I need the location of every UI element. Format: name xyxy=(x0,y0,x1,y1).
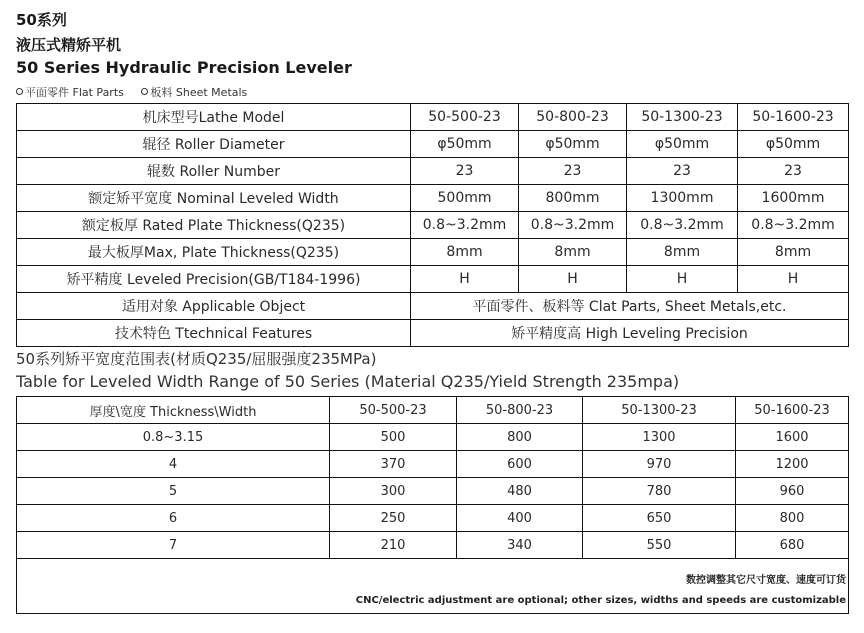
range-cell: 5 xyxy=(17,478,330,505)
tag-flat-parts xyxy=(16,86,124,99)
range-cell: 500 xyxy=(330,424,457,451)
range-cell: 960 xyxy=(736,478,849,505)
spec-row xyxy=(17,239,849,266)
series-label: 50系列 xyxy=(16,11,67,29)
range-header-cell: 50-800-23 xyxy=(457,397,583,424)
range-cell: 680 xyxy=(736,532,849,559)
spec-table xyxy=(16,103,849,347)
spec-row-label: 适用对象 Applicable Object xyxy=(17,293,411,320)
range-row xyxy=(17,478,849,505)
range-cell: 800 xyxy=(457,424,583,451)
spec-merged-cell: 矫平精度高 High Leveling Precision xyxy=(411,320,849,347)
spec-header-cell: 机床型号Lathe Model xyxy=(17,104,411,131)
spec-row-applicable xyxy=(17,293,849,320)
spec-cell: φ50mm xyxy=(519,131,627,158)
spec-row xyxy=(17,266,849,293)
spec-cell: H xyxy=(738,266,849,293)
spec-cell: H xyxy=(627,266,738,293)
bullet-icon xyxy=(141,88,148,95)
spec-cell: 8mm xyxy=(627,239,738,266)
spec-row-label: 额定板厚 Rated Plate Thickness(Q235) xyxy=(17,212,411,239)
spec-cell: φ50mm xyxy=(411,131,519,158)
spec-cell: 0.8~3.2mm xyxy=(411,212,519,239)
tag-label: 平面零件 Flat Parts xyxy=(25,86,124,99)
spec-cell: 0.8~3.2mm xyxy=(519,212,627,239)
spec-cell: 23 xyxy=(411,158,519,185)
range-header-cell: 50-1600-23 xyxy=(736,397,849,424)
range-cell: 7 xyxy=(17,532,330,559)
range-cell: 0.8~3.15 xyxy=(17,424,330,451)
spec-header-row xyxy=(17,104,849,131)
range-cell: 1600 xyxy=(736,424,849,451)
spec-cell: 0.8~3.2mm xyxy=(738,212,849,239)
spec-cell: 1600mm xyxy=(738,185,849,212)
range-row xyxy=(17,505,849,532)
spec-cell: 8mm xyxy=(738,239,849,266)
range-cell: 210 xyxy=(330,532,457,559)
spec-cell: φ50mm xyxy=(738,131,849,158)
spec-cell: 23 xyxy=(519,158,627,185)
spec-header-cell: 50-1600-23 xyxy=(738,104,849,131)
spec-cell: φ50mm xyxy=(627,131,738,158)
range-note-row xyxy=(17,559,849,614)
spec-row-label: 最大板厚Max, Plate Thickness(Q235) xyxy=(17,239,411,266)
spec-cell: 500mm xyxy=(411,185,519,212)
spec-row xyxy=(17,158,849,185)
range-cell: 1300 xyxy=(583,424,736,451)
spec-cell: 23 xyxy=(738,158,849,185)
range-cell: 6 xyxy=(17,505,330,532)
spec-cell: 1300mm xyxy=(627,185,738,212)
range-row xyxy=(17,532,849,559)
range-header-cell: 50-500-23 xyxy=(330,397,457,424)
spec-header-cell: 50-1300-23 xyxy=(627,104,738,131)
application-tags xyxy=(16,84,261,100)
spec-row-label: 辊数 Roller Number xyxy=(17,158,411,185)
range-cell: 550 xyxy=(583,532,736,559)
spec-cell: 8mm xyxy=(519,239,627,266)
range-cell: 600 xyxy=(457,451,583,478)
range-table xyxy=(16,396,849,614)
spec-merged-cell: 平面零件、板料等 Clat Parts, Sheet Metals,etc. xyxy=(411,293,849,320)
spec-row xyxy=(17,131,849,158)
range-cell: 650 xyxy=(583,505,736,532)
spec-cell: 800mm xyxy=(519,185,627,212)
spec-row-label: 技术特色 Ttechnical Features xyxy=(17,320,411,347)
spec-cell: 0.8~3.2mm xyxy=(627,212,738,239)
note-cn: 数控调整其它尺寸宽度、速度可订货 xyxy=(686,575,846,586)
spec-cell: 23 xyxy=(627,158,738,185)
spec-cell: 8mm xyxy=(411,239,519,266)
spec-cell: H xyxy=(519,266,627,293)
tag-sheet-metals xyxy=(141,86,247,99)
range-cell: 250 xyxy=(330,505,457,532)
range-header-row xyxy=(17,397,849,424)
range-row xyxy=(17,451,849,478)
range-row xyxy=(17,424,849,451)
range-cell: 370 xyxy=(330,451,457,478)
spec-header-cell: 50-800-23 xyxy=(519,104,627,131)
spec-row xyxy=(17,185,849,212)
spec-header-cell: 50-500-23 xyxy=(411,104,519,131)
range-cell: 780 xyxy=(583,478,736,505)
range-table-title-cn: 50系列矫平宽度范围表(材质Q235/屈服强度235MPa) xyxy=(16,350,377,368)
range-cell: 480 xyxy=(457,478,583,505)
product-title-en: 50 Series Hydraulic Precision Leveler xyxy=(16,58,352,77)
range-note-cell xyxy=(17,559,849,614)
range-cell: 800 xyxy=(736,505,849,532)
tag-label: 板料 Sheet Metals xyxy=(150,86,248,99)
spec-row-label: 矫平精度 Leveled Precision(GB/T184-1996) xyxy=(17,266,411,293)
spec-row-label: 辊径 Roller Diameter xyxy=(17,131,411,158)
range-header-cell: 厚度\宽度 Thickness\Width xyxy=(17,397,330,424)
range-cell: 340 xyxy=(457,532,583,559)
range-cell: 300 xyxy=(330,478,457,505)
bullet-icon xyxy=(16,88,23,95)
range-cell: 400 xyxy=(457,505,583,532)
range-header-cell: 50-1300-23 xyxy=(583,397,736,424)
spec-cell: H xyxy=(411,266,519,293)
spec-row xyxy=(17,212,849,239)
range-cell: 1200 xyxy=(736,451,849,478)
range-table-title-en: Table for Leveled Width Range of 50 Series (Material Q235/Yield Strength 235mpa) xyxy=(16,372,680,391)
range-cell: 970 xyxy=(583,451,736,478)
note-en: CNC/electric adjustment are optional; other sizes, widths and speeds are customizable xyxy=(355,595,846,606)
spec-row-features xyxy=(17,320,849,347)
product-title-cn: 液压式精矫平机 xyxy=(16,36,122,54)
range-cell: 4 xyxy=(17,451,330,478)
spec-row-label: 额定矫平宽度 Nominal Leveled Width xyxy=(17,185,411,212)
